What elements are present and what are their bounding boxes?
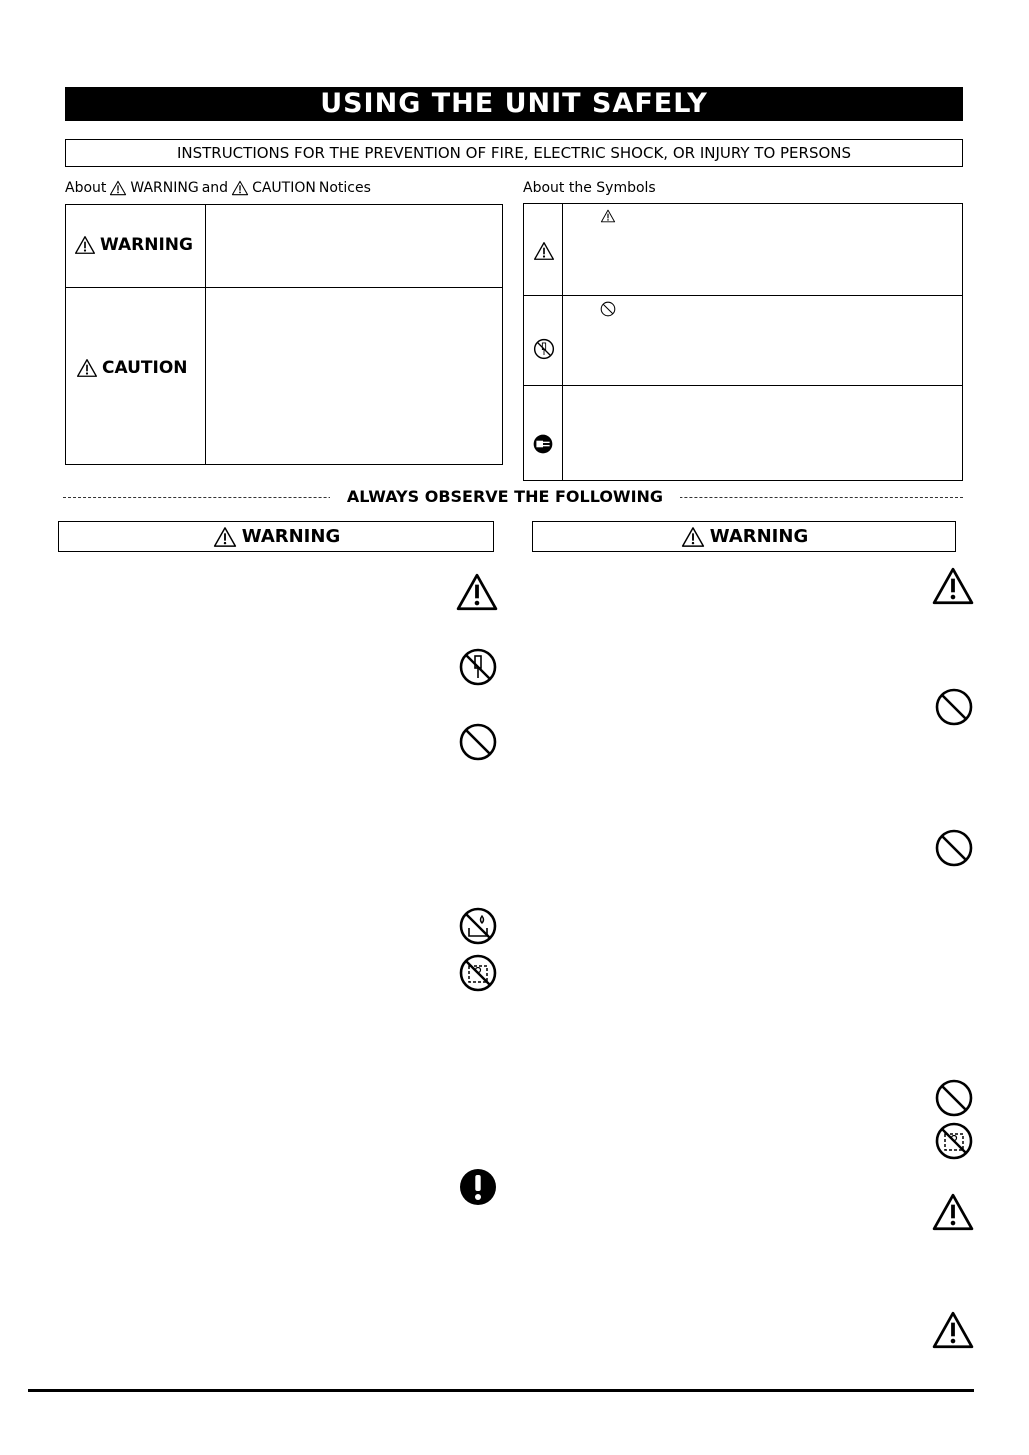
left-warning-box <box>58 521 494 552</box>
caution-triangle-icon <box>932 1193 974 1231</box>
symbols-table <box>523 203 963 481</box>
prohibited-icon <box>600 301 616 317</box>
notices-heading-warning: WARNING <box>130 180 199 196</box>
caution-triangle-icon <box>212 526 238 548</box>
caution-triangle-icon <box>680 526 706 548</box>
prohibited-disassembly-icon <box>533 338 555 360</box>
notices-table <box>65 204 503 465</box>
warning-notice-label <box>74 235 193 255</box>
right-warning-box <box>532 521 956 552</box>
warning-notice-text: WARNING <box>100 235 193 255</box>
notices-heading-about: About <box>65 180 107 196</box>
right-warning-text: WARNING <box>709 526 809 547</box>
prohibited-icon <box>934 828 974 868</box>
notices-heading-and: and <box>201 180 229 196</box>
page-title: USING THE UNIT SAFELY <box>65 87 963 121</box>
table-divider <box>66 287 502 288</box>
caution-triangle-icon <box>932 1311 974 1349</box>
prohibited-icon <box>934 687 974 727</box>
caution-triangle-icon <box>600 209 616 223</box>
no-children-icon <box>458 953 498 993</box>
no-children-icon <box>934 1121 974 1161</box>
mandatory-action-icon <box>458 1167 498 1207</box>
always-observe-heading: ALWAYS OBSERVE THE FOLLOWING <box>330 487 680 506</box>
caution-notice-text: CAUTION <box>102 358 188 378</box>
table-divider <box>562 204 563 480</box>
caution-triangle-icon <box>109 180 127 196</box>
symbols-heading: About the Symbols <box>523 180 656 196</box>
left-warning-text: WARNING <box>241 526 341 547</box>
prohibited-icon <box>458 722 498 762</box>
table-divider <box>205 205 206 464</box>
caution-notice-label <box>76 358 188 378</box>
unplug-plug-icon <box>532 433 554 455</box>
no-disassembly-icon <box>458 647 498 687</box>
notices-heading-notices: Notices <box>318 180 371 196</box>
footer-rule <box>28 1389 974 1392</box>
caution-triangle-icon <box>932 567 974 605</box>
table-divider <box>524 295 962 296</box>
table-divider <box>524 385 962 386</box>
notices-heading <box>65 180 371 196</box>
caution-triangle-icon <box>74 235 96 255</box>
subtitle-box: INSTRUCTIONS FOR THE PREVENTION OF FIRE, ELECTRIC SHOCK, OR INJURY TO PERSONS <box>65 139 963 167</box>
notices-heading-caution: CAUTION <box>252 180 316 196</box>
caution-triangle-icon <box>231 180 249 196</box>
prohibited-icon <box>934 1078 974 1118</box>
no-water-icon <box>458 906 498 946</box>
caution-triangle-icon <box>533 241 555 261</box>
caution-triangle-icon <box>76 358 98 378</box>
caution-triangle-icon <box>456 573 498 611</box>
